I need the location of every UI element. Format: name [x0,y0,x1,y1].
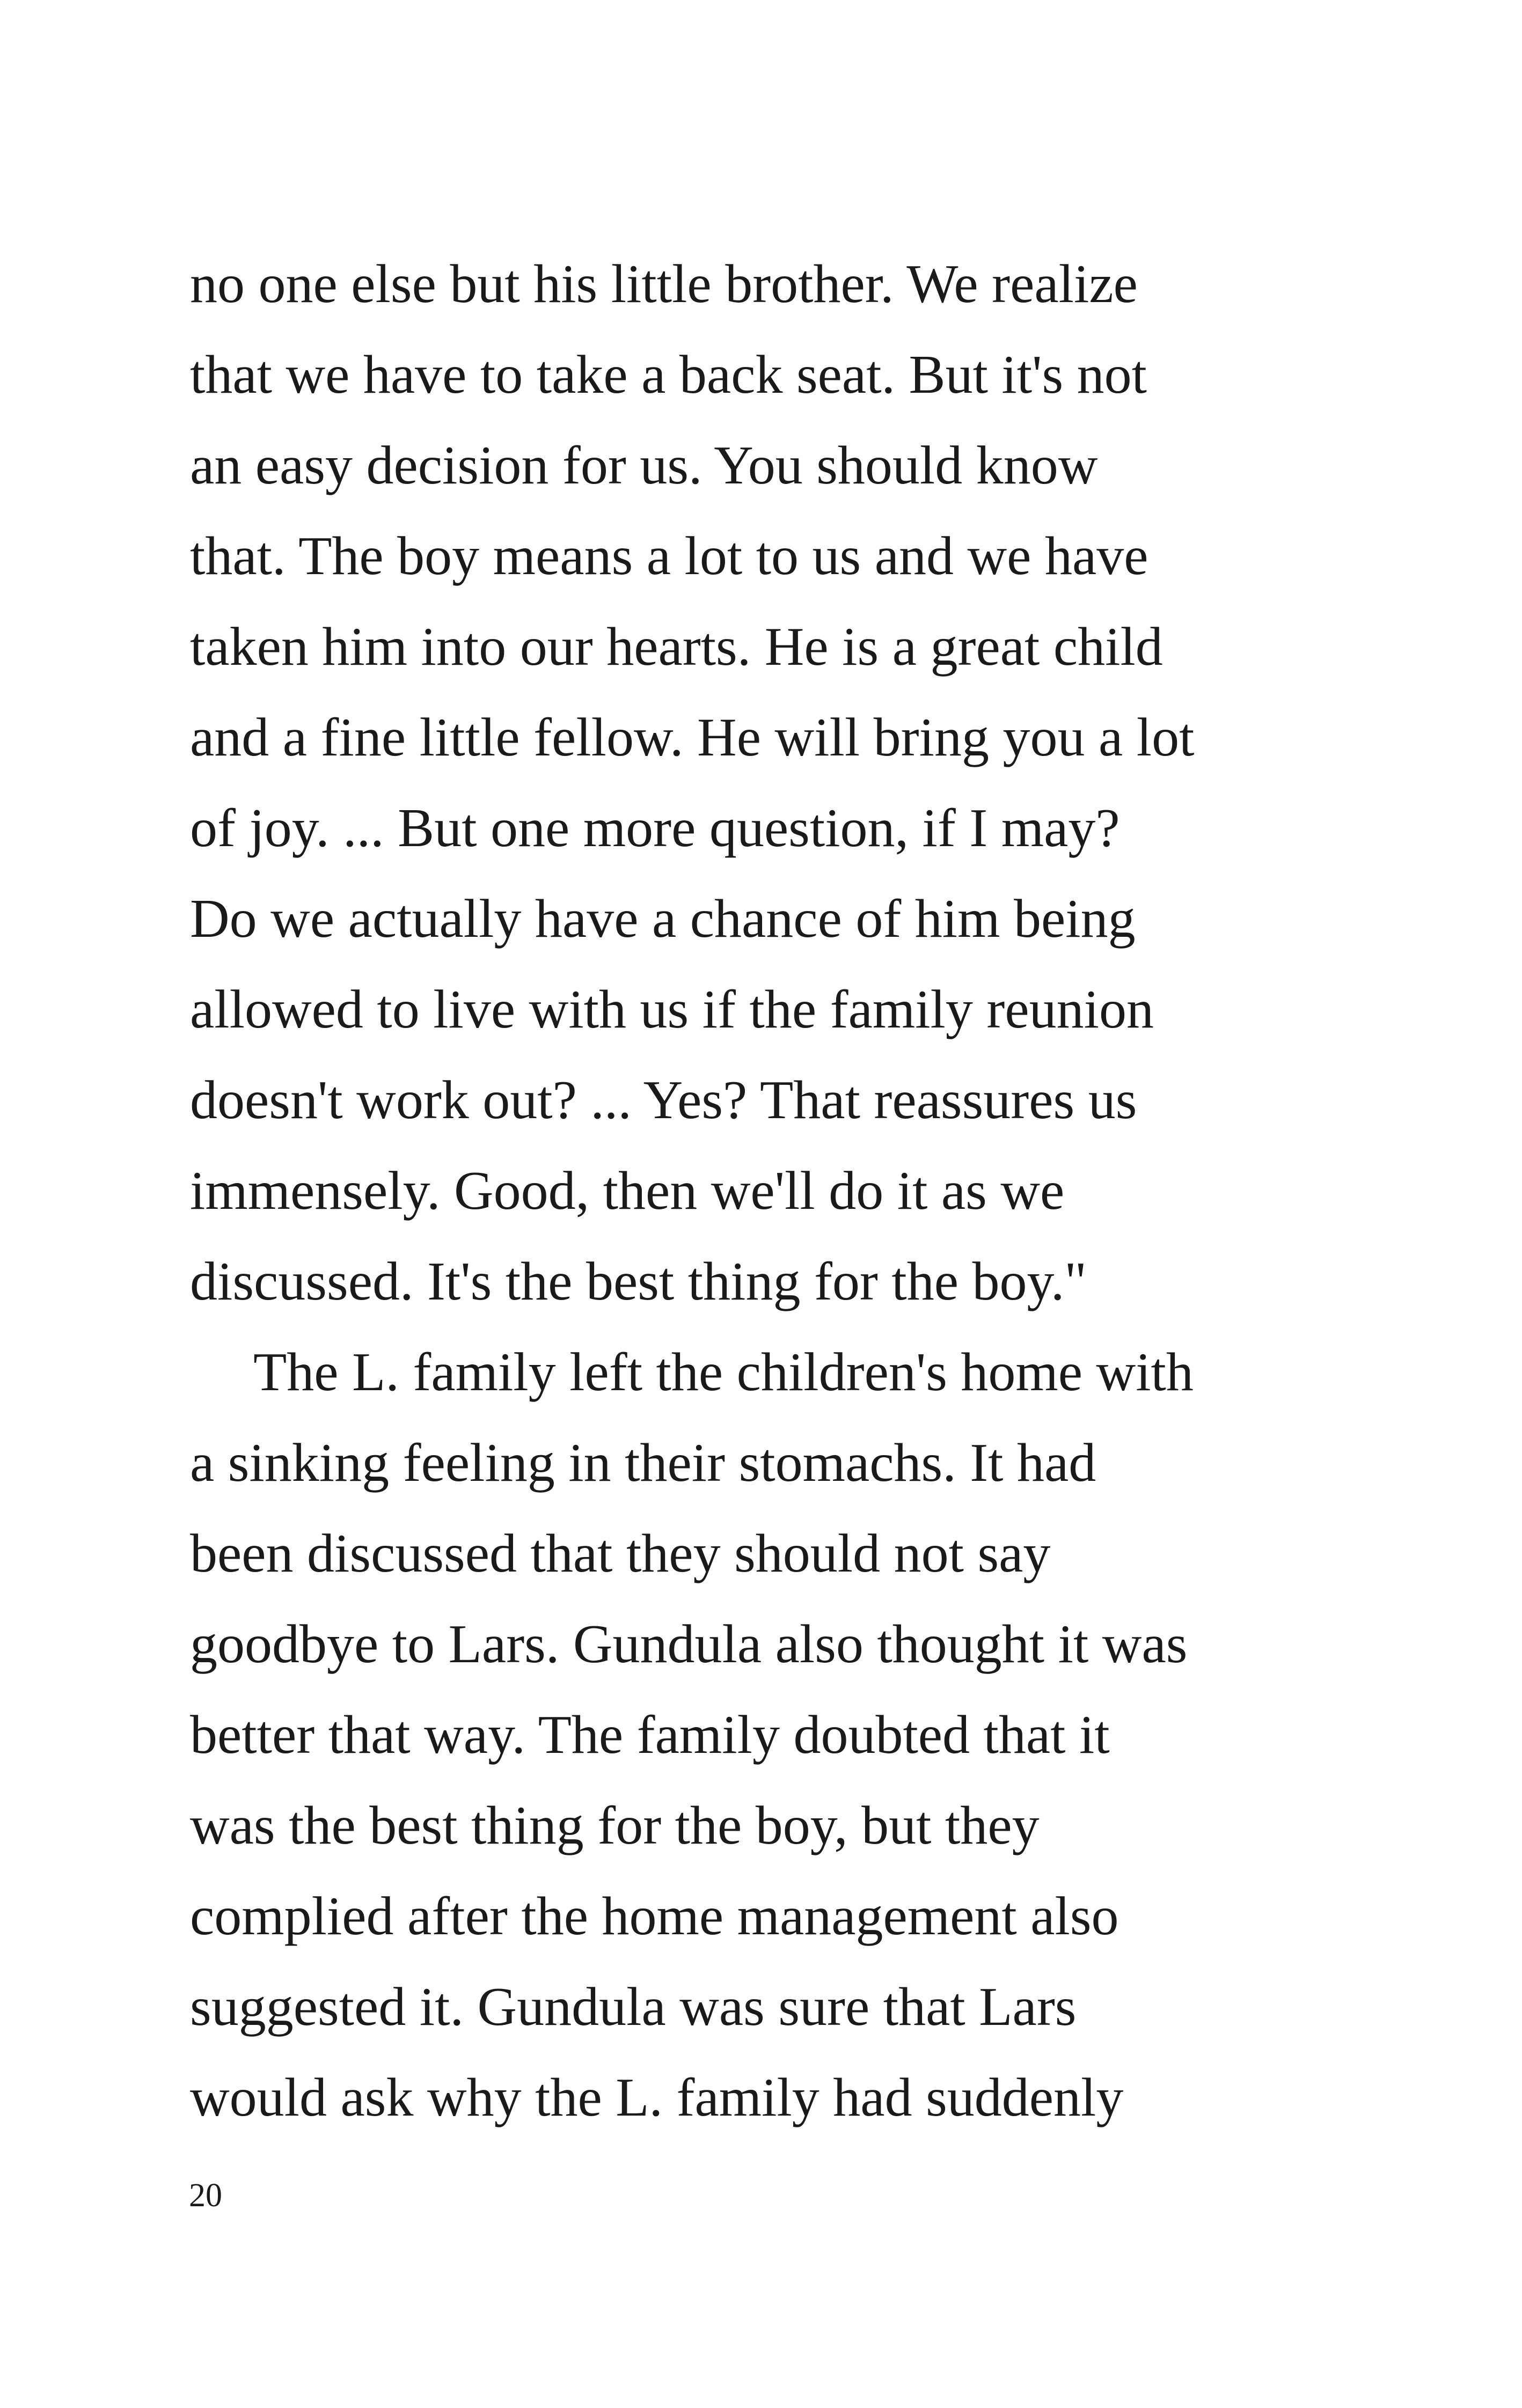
text-line: and a fine little fellow. He will bring you a lot [190,707,1195,768]
text-line: Do we actually have a chance of him being [190,889,1136,949]
text-line: a sinking feeling in their stomachs. It had [190,1433,1096,1493]
text-line: that we have to take a back seat. But it's not [190,344,1147,405]
text-line: would ask why the L. family had suddenly [190,2067,1124,2128]
text-line: The L. family left the children's home with [253,1342,1194,1403]
text-line: suggested it. Gundula was sure that Lars [190,1977,1077,2037]
text-line: immensely. Good, then we'll do it as we [190,1161,1065,1221]
text-line: that. The boy means a lot to us and we have [190,526,1148,586]
text-line: better that way. The family doubted that it [190,1705,1110,1765]
body-text [190,239,1371,2143]
text-line: discussed. It's the best thing for the boy." [190,1251,1087,1312]
text-line: been discussed that they should not say [190,1523,1051,1584]
text-line: of joy. ... But one more question, if I may? [190,798,1120,858]
text-line: was the best thing for the boy, but they [190,1795,1040,1856]
text-line: complied after the home management also [190,1886,1119,1947]
text-line: taken him into our hearts. He is a great child [190,616,1163,677]
page-number: 20 [189,2177,222,2214]
text-line: doesn't work out? ... Yes? That reassures us [190,1070,1137,1130]
text-line: goodbye to Lars. Gundula also thought it was [190,1614,1188,1675]
text-line: an easy decision for us. You should know [190,435,1098,496]
text-line: allowed to live with us if the family reunion [190,979,1154,1040]
text-line: no one else but his little brother. We realize [190,254,1138,314]
